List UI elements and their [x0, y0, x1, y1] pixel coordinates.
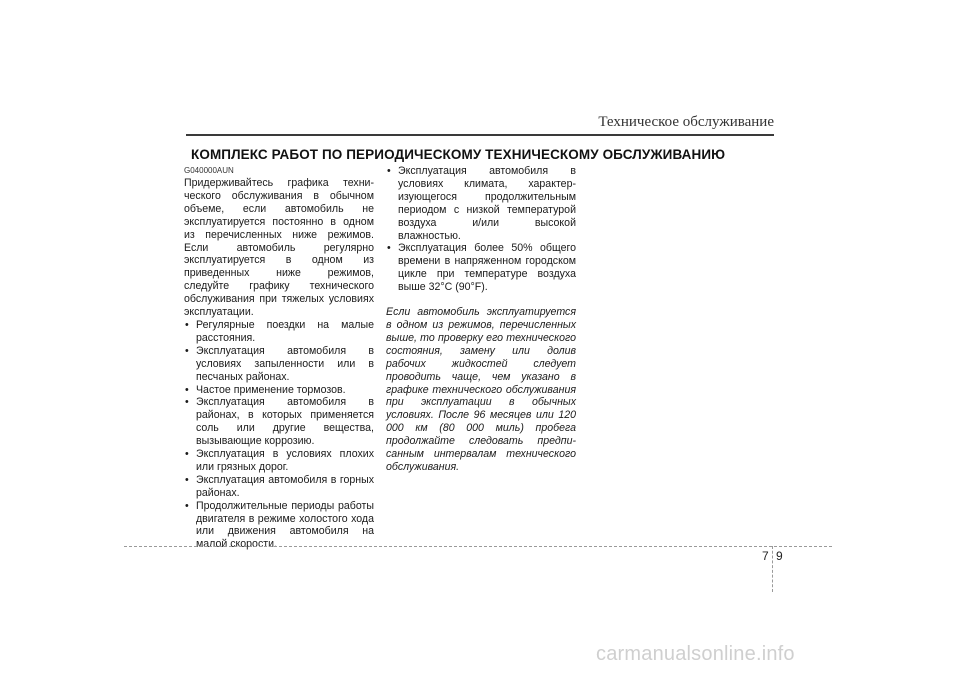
watermark: carmanualsonline.info — [596, 643, 795, 665]
section-code: G040000AUN — [184, 166, 234, 175]
header-rule — [186, 134, 774, 136]
chapter-number: 7 — [762, 549, 769, 563]
footer-rule — [124, 546, 832, 547]
list-item: • Эксплуатация автомобиля в условиях запыленности или в песчаных районах. — [184, 345, 374, 384]
conditions-list-left — [184, 319, 374, 551]
conditions-list-right — [386, 165, 576, 294]
maintenance-note: Если автомобиль эксплуатируется в одном из режимов, перечисленных выше, то проверку его технического состояния, замену или долив рабочих жидкостей следует проводить чаще, чем указано в графике технического обслуживания при эксплуатации в обычных условиях. После 96 месяцев или 120 000 км (80 000 миль) пробега продолжайте следовать предпи-санным интервалам технического обслуживания. — [386, 306, 576, 473]
list-item: • Эксплуатация автомобиля в условиях климата, характер-изующегося продолжительным периодом с низкой температурой воздуха и/или высокой влажностью. — [386, 165, 576, 242]
header-title: Техническое обслуживание — [598, 114, 774, 130]
list-item: • Частое применение тормозов. — [184, 384, 374, 397]
list-item: • Эксплуатация более 50% общего времени в напряженном городском цикле при температуре воздуха выше 32°C (90°F). — [386, 242, 576, 294]
list-item: • Эксплуатация автомобиля в горных районах. — [184, 474, 374, 500]
left-column — [184, 165, 374, 551]
list-item: • Эксплуатация в условиях плохих или грязных дорог. — [184, 448, 374, 474]
right-column — [386, 165, 576, 474]
list-item: • Продолжительные периоды работы двигателя в режиме холостого хода или движения автомобиля на малой скорости. — [184, 500, 374, 552]
section-title: КОМПЛЕКС РАБОТ ПО ПЕРИОДИЧЕСКОМУ ТЕХНИЧЕСКОМУ ОБСЛУЖИВАНИЮ — [191, 147, 726, 162]
page-number: 9 — [776, 549, 783, 563]
page-number-divider — [772, 546, 773, 592]
list-item: • Регулярные поездки на малые расстояния. — [184, 319, 374, 345]
intro-paragraph: Придерживайтесь графика техни-ческого обслуживания в обычном объеме, если автомобиль не эксплуатируется постоянно в одном из перечисленных ниже режимов. Если автомобиль регулярно эксплуатируется в одном из приведенных ниже режимов, следуйте графику технического обслуживания при тяжелых условиях эксплуатации. — [184, 177, 374, 319]
list-item: • Эксплуатация автомобиля в районах, в которых применяется соль или другие вещества, вызывающие коррозию. — [184, 396, 374, 448]
